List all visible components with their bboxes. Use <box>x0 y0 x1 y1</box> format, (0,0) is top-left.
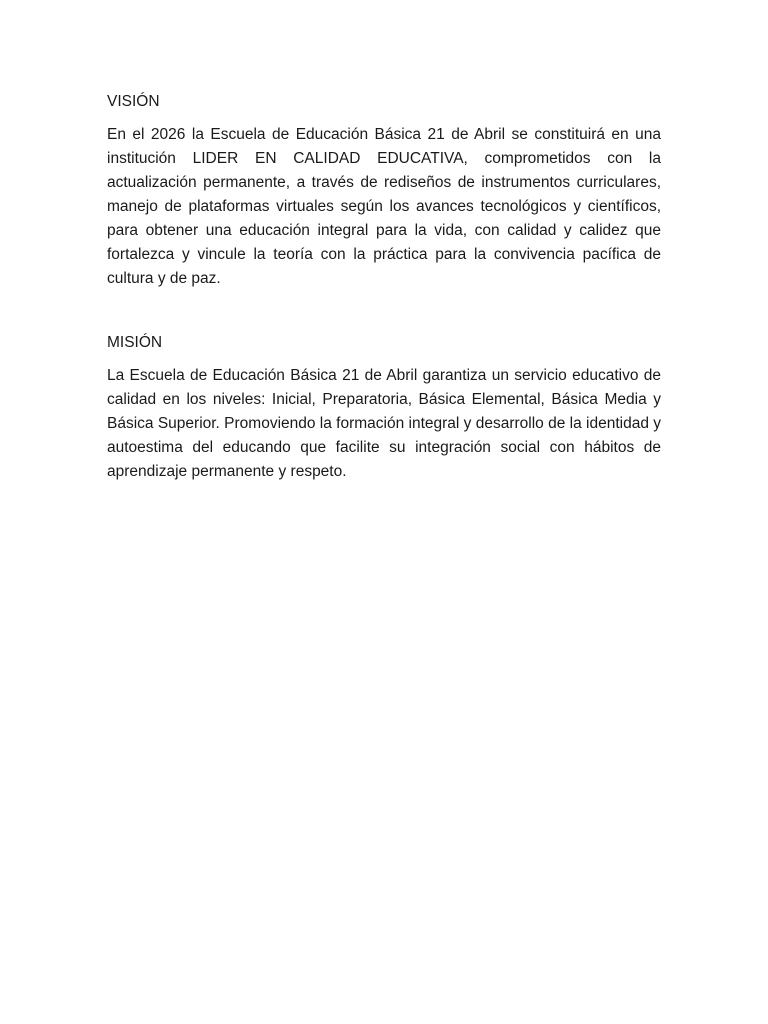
mision-section <box>107 333 661 484</box>
vision-section <box>107 92 661 291</box>
document-content <box>107 92 661 484</box>
mision-heading: MISIÓN <box>107 334 163 351</box>
vision-heading: VISIÓN <box>107 93 160 110</box>
vision-paragraph: En el 2026 la Escuela de Educación Básica 21 de Abril se constituirá en una institución LIDER EN CALIDAD EDUCATIVA, comprometidos con la actualización permanente, a través de rediseños de instrumentos curriculares, manejo de plataformas virtuales según los avances tecnológicos y científicos, para obtener una educación integral para la vida, con calidad y calidez que fortalezca y vincule la teoría con la práctica para la convivencia pacífica de cultura y de paz. <box>107 126 661 287</box>
mision-paragraph: La Escuela de Educación Básica 21 de Abril garantiza un servicio educativo de calidad en los niveles: Inicial, Preparatoria, Básica Elemental, Básica Media y Básica Superior. Promoviendo la formación integral y desarrollo de la identidad y autoestima del educando que facilite su integración social con hábitos de aprendizaje permanente y respeto. <box>107 367 661 480</box>
